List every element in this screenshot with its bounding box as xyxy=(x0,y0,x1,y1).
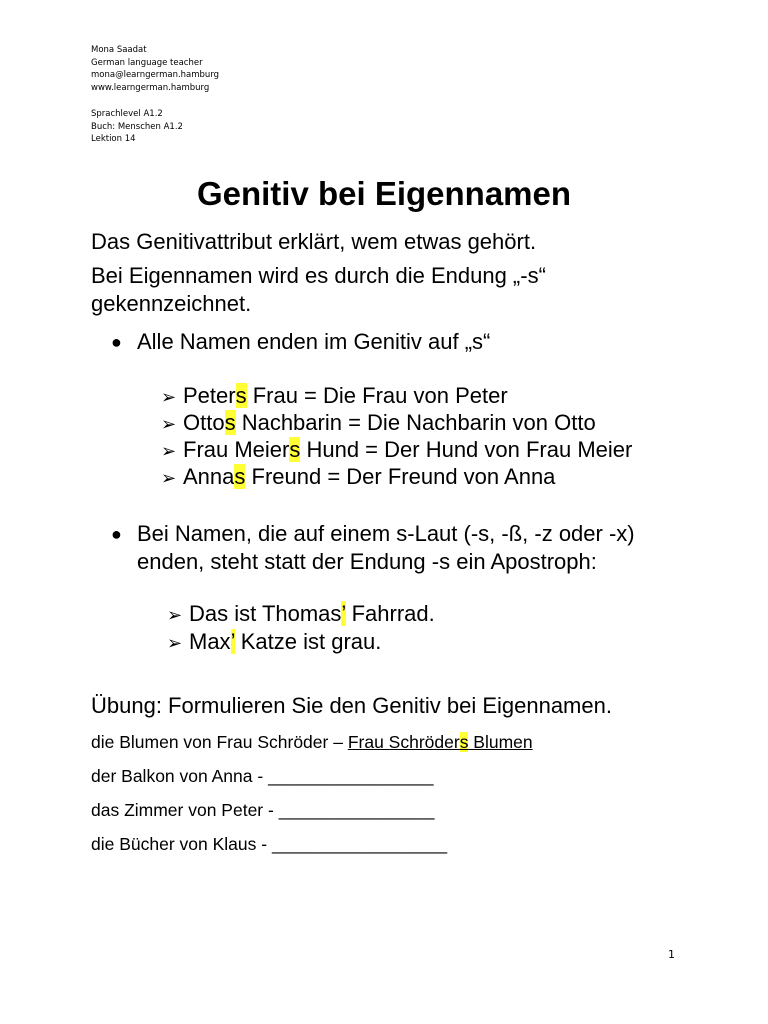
rule-2-example: ➢ Max’ Katze ist grau. xyxy=(167,628,381,657)
apostrophe-highlight: ’ xyxy=(230,629,235,654)
rule-2-text xyxy=(137,520,635,576)
rule-2-line-1: Bei Namen, die auf einem s-Laut (-s, -ß, -z oder -x) xyxy=(137,521,635,546)
genitive-s-highlight: s xyxy=(235,383,247,408)
answer-blank: _________________ xyxy=(268,766,434,786)
author-role: German language teacher xyxy=(91,57,203,68)
exercise-task: der Balkon von Anna - _________________ xyxy=(91,766,434,786)
exercise-task: das Zimmer von Peter - ________________ xyxy=(91,800,435,820)
answer-blank: ________________ xyxy=(278,800,435,820)
arrow-bullet-icon: ➢ xyxy=(167,633,183,653)
arrow-bullet-icon: ➢ xyxy=(161,414,177,434)
exercise-heading: Übung: Formulieren Sie den Genitiv bei Eigennamen. xyxy=(91,693,612,718)
genitive-s-highlight: s xyxy=(289,437,301,462)
author-website: www.learngerman.hamburg xyxy=(91,82,210,93)
page-number: 1 xyxy=(668,948,675,961)
arrow-bullet-icon: ➢ xyxy=(161,468,177,488)
author-name: Mona Saadat xyxy=(91,45,147,55)
arrow-bullet-icon: ➢ xyxy=(167,605,183,625)
page-title: Genitiv bei Eigennamen xyxy=(196,175,572,212)
arrow-bullet-icon: ➢ xyxy=(161,387,177,407)
author-email: mona@learngerman.hamburg xyxy=(91,70,220,80)
intro-line-2a: Bei Eigennamen wird es durch die Endung „-s“ xyxy=(91,263,546,288)
arrow-bullet-icon: ➢ xyxy=(161,441,177,461)
intro-paragraph-2 xyxy=(91,262,546,318)
rule-1-example: ➢ Peters Frau = Die Frau von Peter xyxy=(161,382,508,411)
em-dash: – xyxy=(333,732,343,752)
rule-1-example: ➢ Ottos Nachbarin = Die Nachbarin von Otto xyxy=(161,409,596,438)
apostrophe-highlight: ’ xyxy=(341,601,346,626)
rule-2-example: ➢ Das ist Thomas’ Fahrrad. xyxy=(167,600,435,629)
intro-line-2b: gekennzeichnet. xyxy=(91,291,252,316)
rule-1-example: ➢ Annas Freund = Der Freund von Anna xyxy=(161,463,555,492)
genitive-s-highlight: s xyxy=(234,464,246,489)
course-info-block xyxy=(91,108,183,146)
course-level: Sprachlevel A1.2 xyxy=(91,109,163,119)
course-book: Buch: Menschen A1.2 xyxy=(91,121,183,132)
bullet-dot-icon: ● xyxy=(111,524,122,544)
rule-1-text: Alle Namen enden im Genitiv auf „s“ xyxy=(137,329,491,354)
intro-line-1: Das Genitivattribut erklärt, wem etwas gehört. xyxy=(91,229,537,254)
exercise-task: die Bücher von Klaus - __________________ xyxy=(91,834,448,854)
course-lesson: Lektion 14 xyxy=(91,134,136,144)
rule-2-line-2: enden, steht statt der Endung -s ein Apostroph: xyxy=(137,549,597,574)
answer-blank: __________________ xyxy=(271,834,448,854)
example-answer: Frau Schröders Blumen xyxy=(347,732,533,752)
rule-1-example: ➢ Frau Meiers Hund = Der Hund von Frau Meier xyxy=(161,436,632,465)
genitive-s-highlight: s xyxy=(224,410,236,435)
genitive-s-highlight: s xyxy=(459,732,469,752)
bullet-dot-icon: ● xyxy=(111,332,122,352)
exercise-example: die Blumen von Frau Schröder – Frau Schröders Blumen xyxy=(91,732,533,752)
author-block xyxy=(91,44,219,94)
